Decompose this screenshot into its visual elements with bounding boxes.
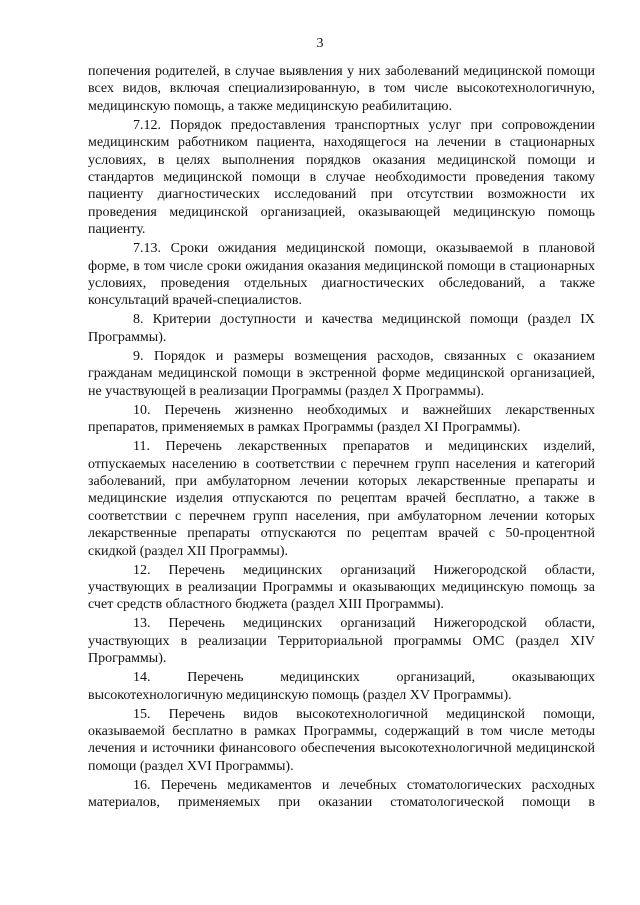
paragraph-9: 9. Порядок и размеры возмещения расходов, связанных с оказанием гражданам медицинской помощи в экстренной форме медицинской организацией, не участвующей в реализации Программы (раздел X Программы). <box>88 348 595 399</box>
paragraph-12: 12. Перечень медицинских организаций Нижегородской области, участвующих в реализации Программы и оказывающих медицинскую помощь за счет средств областного бюджета (раздел XIII Программы). <box>88 562 595 613</box>
paragraph-15: 15. Перечень видов высокотехнологичной медицинской помощи, оказываемой бесплатно в рамках Программы, содержащий в том числе методы лечения и источники финансового обеспечения высокотехнологичной медицинской помощи (раздел XVI Программы). <box>88 706 595 774</box>
paragraph-continuation: попечения родителей, в случае выявления у них заболеваний медицинской помощи всех видов, включая специализированную, в том числе высокотехнологичную, медицинскую помощь, а также медицинскую реабилитацию. <box>88 64 595 114</box>
paragraph-14: 14. Перечень медицинских организаций, оказывающих высокотехнологичную медицинскую помощь (раздел XV Программы). <box>88 670 595 703</box>
page-number: 3 <box>316 36 324 51</box>
paragraph-13: 13. Перечень медицинских организаций Нижегородской области, участвующих в реализации Территориальной программы ОМС (раздел XIV Программы). <box>88 616 595 667</box>
paragraph-7-13: 7.13. Сроки ожидания медицинской помощи, оказываемой в плановой форме, в том числе сроки ожидания оказания медицинской помощи в стационарных условиях, проведения отдельных диагностических обследований, а также консультаций врачей-специалистов. <box>88 241 595 309</box>
paragraph-11: 11. Перечень лекарственных препаратов и медицинских изделий, отпускаемых населению в соответствии с перечнем групп населения и категорий заболеваний, при амбулаторном лечении которых лекарственные препараты и медицинские изделия отпускаются по рецептам врачей бесплатно, а также в соответствии с перечнем групп населения, при амбулаторном лечении которых лекарственные препараты отпускаются по рецептам врачей с 50-процентной скидкой (раздел XII Программы). <box>88 439 595 559</box>
document-body <box>88 63 595 813</box>
paragraph-8: 8. Критерии доступности и качества медицинской помощи (раздел IX Программы). <box>88 312 595 345</box>
paragraph-7-12: 7.12. Порядок предоставления транспортных услуг при сопровождении медицинским работником пациента, находящегося на лечении в стационарных условиях, в целях выполнения порядков оказания медицинской помощи и стандартов медицинской помощи в случае необходимости проведения такому пациенту диагностических исследований при отсутствии возможности их проведения медицинской организацией, оказывающей медицинскую помощь пациенту. <box>88 117 595 238</box>
paragraph-10: 10. Перечень жизненно необходимых и важнейших лекарственных препаратов, применяемых в рамках Программы (раздел XI Программы). <box>88 402 595 436</box>
paragraph-16: 16. Перечень медикаментов и лечебных стоматологических расходных материалов, применяемых при оказании стоматологической помощи в <box>88 777 595 811</box>
